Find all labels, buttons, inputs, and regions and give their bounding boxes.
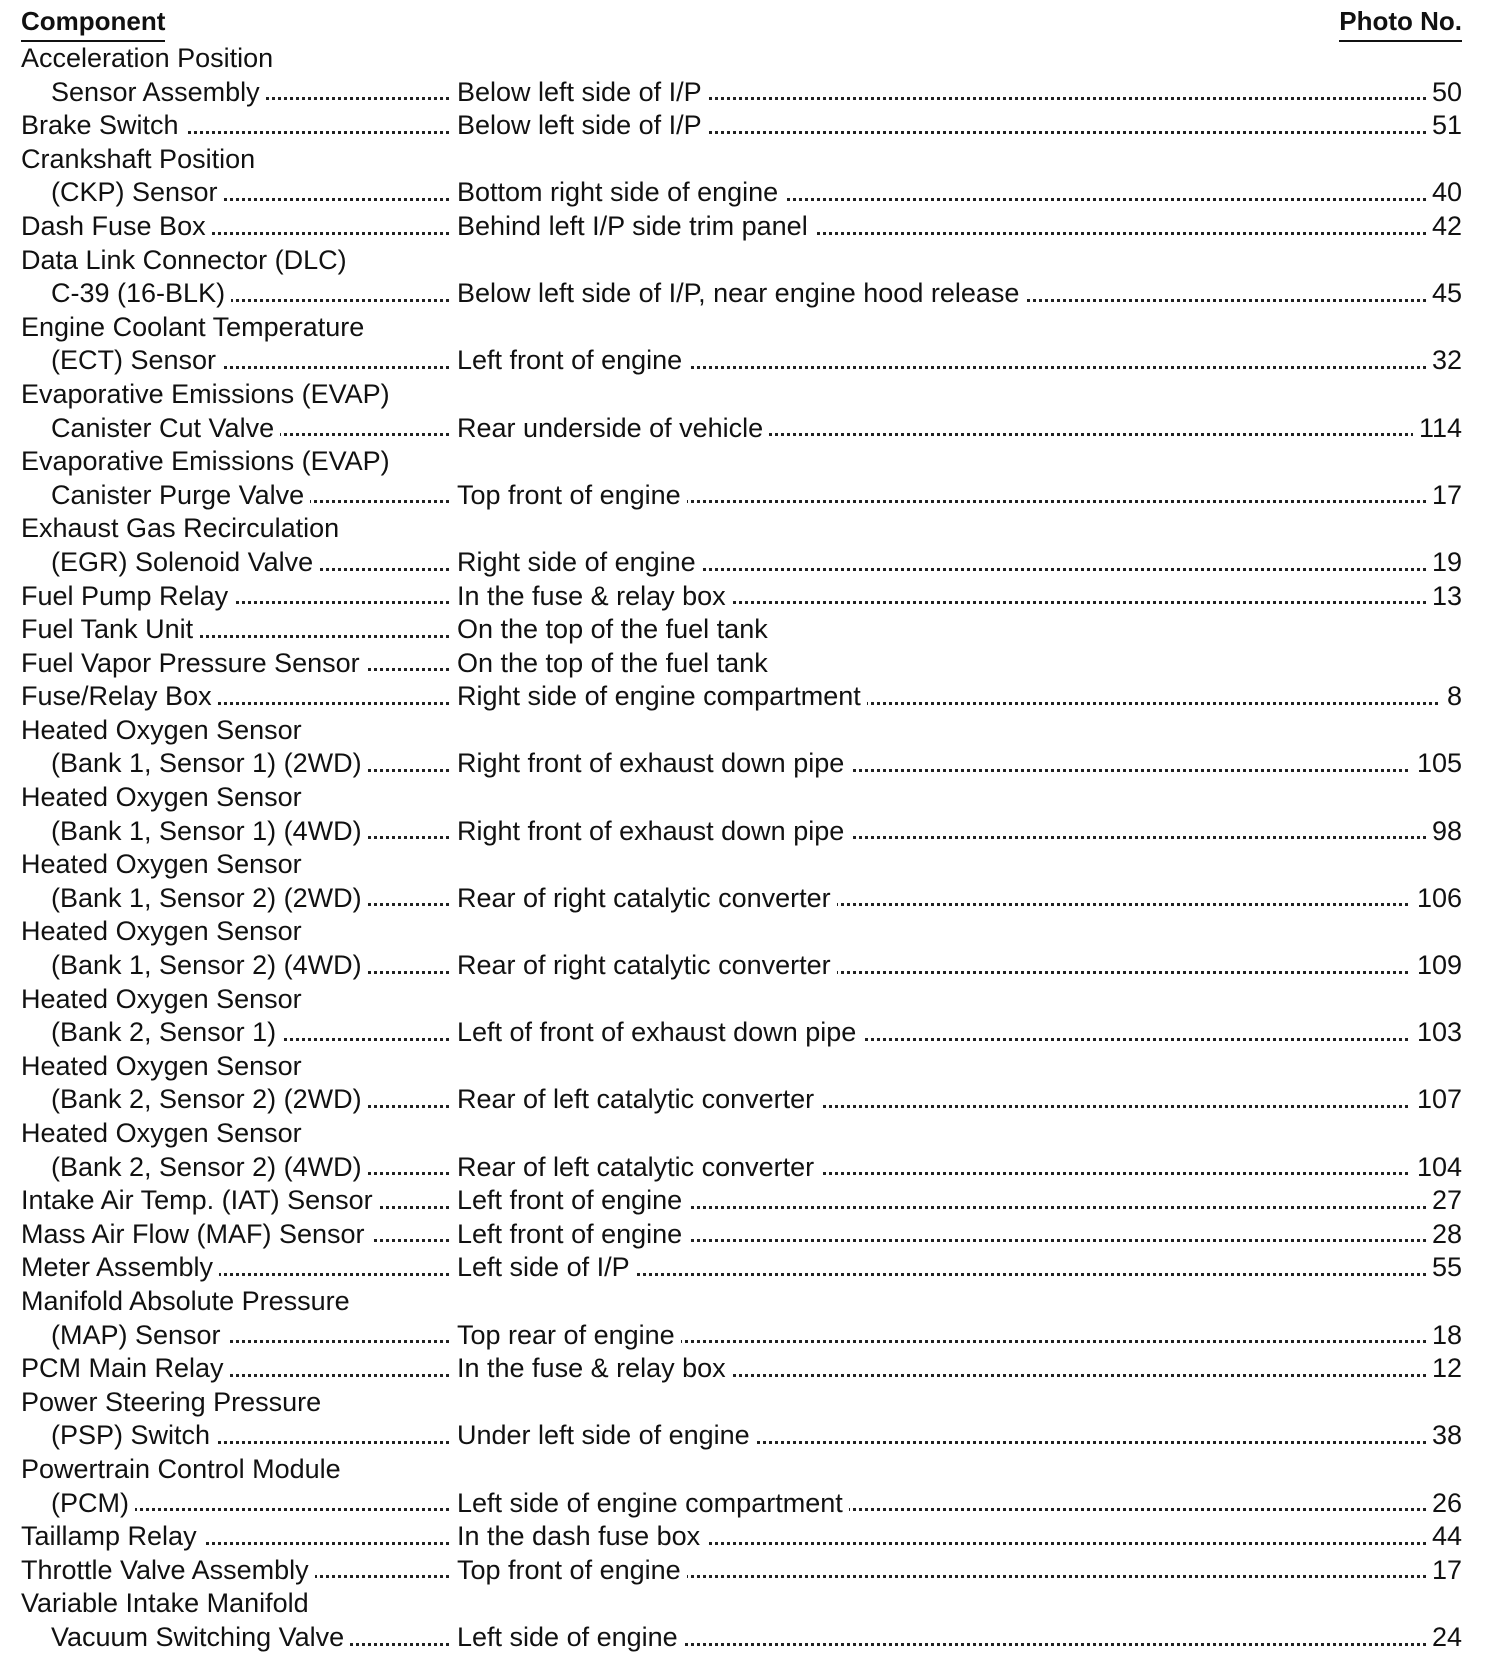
component-name-text: Brake Switch [21,110,185,140]
list-item [21,714,1462,748]
component-name-text: Heated Oxygen Sensor [21,1118,308,1148]
component-name [51,1083,449,1117]
list-item [21,109,1462,143]
photo-number: 8 [1441,680,1462,714]
component-name-line1 [21,311,721,345]
component-location [457,479,1462,513]
component-name [51,412,449,446]
photo-number: 105 [1411,747,1462,781]
list-item [21,512,1462,546]
component-name-line1 [21,1117,721,1151]
list-item [21,1083,1462,1117]
component-name [51,1319,449,1353]
list-item [21,76,1462,110]
component-name-text: Throttle Valve Assembly [21,1555,315,1585]
list-item [21,1218,1462,1252]
location-text: Right side of engine compartment [457,681,867,711]
component-name-text: Vacuum Switching Valve [51,1622,350,1652]
component-name-text: Fuse/Relay Box [21,681,218,711]
component-location [457,1621,1462,1655]
photo-number: 50 [1426,76,1462,110]
location-text: On the top of the fuel tank [457,648,774,678]
component-name-text: Heated Oxygen Sensor [21,916,308,946]
component-location [457,1319,1462,1353]
location-text: Right side of engine [457,547,702,577]
photo-number: 114 [1413,412,1462,446]
component-name-text: Exhaust Gas Recirculation [21,513,345,543]
component-location [457,1016,1462,1050]
component-location [457,1184,1462,1218]
component-location [457,1520,1462,1554]
component-location [457,747,1462,781]
list-item [21,1453,1462,1487]
component-name-text: Fuel Vapor Pressure Sensor [21,648,366,678]
component-location [457,1251,1462,1285]
component-name [21,613,449,647]
component-name-text: Manifold Absolute Pressure [21,1286,356,1316]
component-name-text: Fuel Tank Unit [21,614,199,644]
location-text: Left side of I/P [457,1252,636,1282]
component-name-text: Dash Fuse Box [21,211,212,241]
component-name-text: (Bank 1, Sensor 2) (2WD) [51,883,368,913]
component-location [457,1554,1462,1588]
component-name-text: (MAP) Sensor [51,1320,227,1350]
component-name-text: (CKP) Sensor [51,177,224,207]
photo-number: 26 [1426,1487,1462,1521]
list-item [21,781,1462,815]
component-name-line1 [21,983,721,1017]
component-name-line1 [21,378,721,412]
location-text: Below left side of I/P [457,77,708,107]
component-location [457,176,1462,210]
component-name [51,1016,449,1050]
list-item [21,1621,1462,1655]
component-name-line1 [21,1386,721,1420]
photo-number: 109 [1411,949,1462,983]
photo-number: 103 [1411,1016,1462,1050]
location-text: Left front of engine [457,345,688,375]
component-name-text: Sensor Assembly [51,77,266,107]
photo-number: 45 [1426,277,1462,311]
component-location [457,76,1462,110]
component-location [457,1083,1462,1117]
component-location [457,1352,1462,1386]
location-text: Top front of engine [457,1555,687,1585]
component-name [21,580,449,614]
component-name [21,109,449,143]
photo-number: 55 [1426,1251,1462,1285]
list-item [21,1587,1462,1621]
location-text: Rear underside of vehicle [457,413,769,443]
component-name-text: Heated Oxygen Sensor [21,715,308,745]
list-item [21,143,1462,177]
location-text: Top rear of engine [457,1320,681,1350]
component-location [457,277,1462,311]
component-name-text: PCM Main Relay [21,1353,230,1383]
location-text: Left of front of exhaust down pipe [457,1017,862,1047]
component-name-text: Mass Air Flow (MAF) Sensor [21,1219,371,1249]
photo-number: 42 [1426,210,1462,244]
component-name-text: Variable Intake Manifold [21,1588,315,1618]
list-item [21,344,1462,378]
component-name-text: Data Link Connector (DLC) [21,245,353,275]
component-name-text: Canister Purge Valve [51,480,310,510]
component-name [21,1218,449,1252]
photo-number: 51 [1426,109,1462,143]
component-location [457,613,1462,647]
component-name-line1 [21,1587,721,1621]
list-item [21,445,1462,479]
list-item [21,378,1462,412]
location-text: Below left side of I/P [457,110,708,140]
component-name-text: (EGR) Solenoid Valve [51,547,319,577]
photo-number: 98 [1426,815,1462,849]
component-location [457,1218,1462,1252]
component-list [21,42,1462,1655]
list-item [21,1319,1462,1353]
component-name [21,1554,449,1588]
component-name-text: Meter Assembly [21,1252,219,1282]
component-name-text: Canister Cut Valve [51,413,280,443]
component-name-text: Evaporative Emissions (EVAP) [21,446,396,476]
component-name-text: (Bank 1, Sensor 2) (4WD) [51,950,368,980]
component-location [457,1151,1462,1185]
list-item [21,647,1462,681]
list-item [21,747,1462,781]
component-name-text: Evaporative Emissions (EVAP) [21,379,396,409]
location-text: Right front of exhaust down pipe [457,748,850,778]
list-item [21,1487,1462,1521]
location-text: In the dash fuse box [457,1521,706,1551]
photo-number: 107 [1411,1083,1462,1117]
component-name-text: (Bank 2, Sensor 2) (4WD) [51,1152,368,1182]
location-text: Left side of engine compartment [457,1488,849,1518]
list-item [21,580,1462,614]
list-item [21,1554,1462,1588]
component-name-line1 [21,143,721,177]
component-name [51,815,449,849]
component-name [21,210,449,244]
component-name-line1 [21,1285,721,1319]
component-location [457,949,1462,983]
component-name [51,949,449,983]
component-name-line1 [21,445,721,479]
list-item [21,1520,1462,1554]
component-location [457,546,1462,580]
list-item [21,1352,1462,1386]
location-text: Top front of engine [457,480,687,510]
component-name-text: (PSP) Switch [51,1420,216,1450]
photo-number-column-header: Photo No. [1339,4,1462,42]
location-text: Rear of left catalytic converter [457,1152,820,1182]
component-location [457,1419,1462,1453]
component-name-text: (Bank 1, Sensor 1) (4WD) [51,816,368,846]
component-column-header: Component [21,4,165,42]
component-name [21,1251,449,1285]
component-name [51,546,449,580]
component-name [51,1151,449,1185]
location-text: Below left side of I/P, near engine hood release [457,278,1025,308]
location-text: Under left side of engine [457,1420,756,1450]
component-name [21,1184,449,1218]
component-name-text: (PCM) [51,1488,135,1518]
component-name-text: Heated Oxygen Sensor [21,984,308,1014]
location-text: Right front of exhaust down pipe [457,816,850,846]
component-name-text: Heated Oxygen Sensor [21,1051,308,1081]
photo-number: 18 [1426,1319,1462,1353]
component-name-text: (Bank 1, Sensor 1) (2WD) [51,748,368,778]
list-item [21,311,1462,345]
component-location [457,344,1462,378]
component-location [457,1487,1462,1521]
component-name-text: Engine Coolant Temperature [21,312,370,342]
component-name [51,1621,449,1655]
photo-number: 28 [1426,1218,1462,1252]
component-name-line1 [21,915,721,949]
location-text: In the fuse & relay box [457,581,732,611]
component-name-text: Acceleration Position [21,43,279,73]
list-item [21,1151,1462,1185]
component-name [51,176,449,210]
component-name-text: Fuel Pump Relay [21,581,234,611]
component-location [457,882,1462,916]
photo-number: 24 [1426,1621,1462,1655]
list-item [21,1016,1462,1050]
component-name [51,1419,449,1453]
component-location [457,647,1462,681]
component-name-text: Heated Oxygen Sensor [21,782,308,812]
photo-number: 104 [1411,1151,1462,1185]
photo-number: 106 [1411,882,1462,916]
list-item [21,176,1462,210]
photo-number: 17 [1426,1554,1462,1588]
component-name-text: C-39 (16-BLK) [51,278,231,308]
component-location [457,210,1462,244]
photo-number: 12 [1426,1352,1462,1386]
photo-number: 13 [1426,580,1462,614]
component-location [457,412,1462,446]
component-name-text: (Bank 2, Sensor 2) (2WD) [51,1084,368,1114]
component-name-text: (ECT) Sensor [51,345,222,375]
component-name [51,344,449,378]
component-name [21,1520,449,1554]
list-item [21,815,1462,849]
component-name [51,479,449,513]
component-name-line1 [21,244,721,278]
list-item [21,1419,1462,1453]
component-name [51,1487,449,1521]
location-text: In the fuse & relay box [457,1353,732,1383]
component-name-line1 [21,512,721,546]
component-name-text: Crankshaft Position [21,144,261,174]
component-name-text: (Bank 2, Sensor 1) [51,1017,282,1047]
list-item [21,244,1462,278]
location-text: Left front of engine [457,1219,688,1249]
location-text: Left front of engine [457,1185,688,1215]
list-item [21,1251,1462,1285]
list-item [21,680,1462,714]
component-name-line1 [21,1453,721,1487]
component-location [457,109,1462,143]
component-name-line1 [21,1050,721,1084]
component-name [51,277,449,311]
list-item [21,479,1462,513]
location-text: Behind left I/P side trim panel [457,211,814,241]
location-text: Bottom right side of engine [457,177,784,207]
photo-number: 38 [1426,1419,1462,1453]
component-name-line1 [21,42,721,76]
component-location [457,815,1462,849]
list-item [21,546,1462,580]
component-name [21,680,449,714]
location-text: Rear of right catalytic converter [457,950,837,980]
component-name [51,76,449,110]
list-item [21,1386,1462,1420]
list-item [21,1184,1462,1218]
list-item [21,613,1462,647]
component-name [21,647,449,681]
component-name-line1 [21,781,721,815]
list-item [21,277,1462,311]
list-item [21,882,1462,916]
photo-number: 32 [1426,344,1462,378]
list-item [21,42,1462,76]
component-location [457,580,1462,614]
location-text: Left side of engine [457,1622,684,1652]
component-name [21,1352,449,1386]
list-item [21,915,1462,949]
photo-number: 44 [1426,1520,1462,1554]
component-name-text: Taillamp Relay [21,1521,203,1551]
photo-number: 19 [1426,546,1462,580]
component-name-text: Powertrain Control Module [21,1454,347,1484]
component-name-line1 [21,714,721,748]
component-name [51,747,449,781]
photo-number: 17 [1426,479,1462,513]
list-item [21,1285,1462,1319]
photo-number: 40 [1426,176,1462,210]
photo-number: 27 [1426,1184,1462,1218]
location-text: Rear of left catalytic converter [457,1084,820,1114]
location-text: On the top of the fuel tank [457,614,774,644]
list-item [21,1117,1462,1151]
component-location [457,680,1462,714]
component-name-text: Heated Oxygen Sensor [21,849,308,879]
component-name [51,882,449,916]
list-item [21,949,1462,983]
list-item [21,983,1462,1017]
list-item [21,1050,1462,1084]
component-name-line1 [21,848,721,882]
list-item [21,210,1462,244]
component-name-text: Power Steering Pressure [21,1387,327,1417]
list-item [21,412,1462,446]
component-name-text: Intake Air Temp. (IAT) Sensor [21,1185,379,1215]
list-item [21,848,1462,882]
location-text: Rear of right catalytic converter [457,883,837,913]
